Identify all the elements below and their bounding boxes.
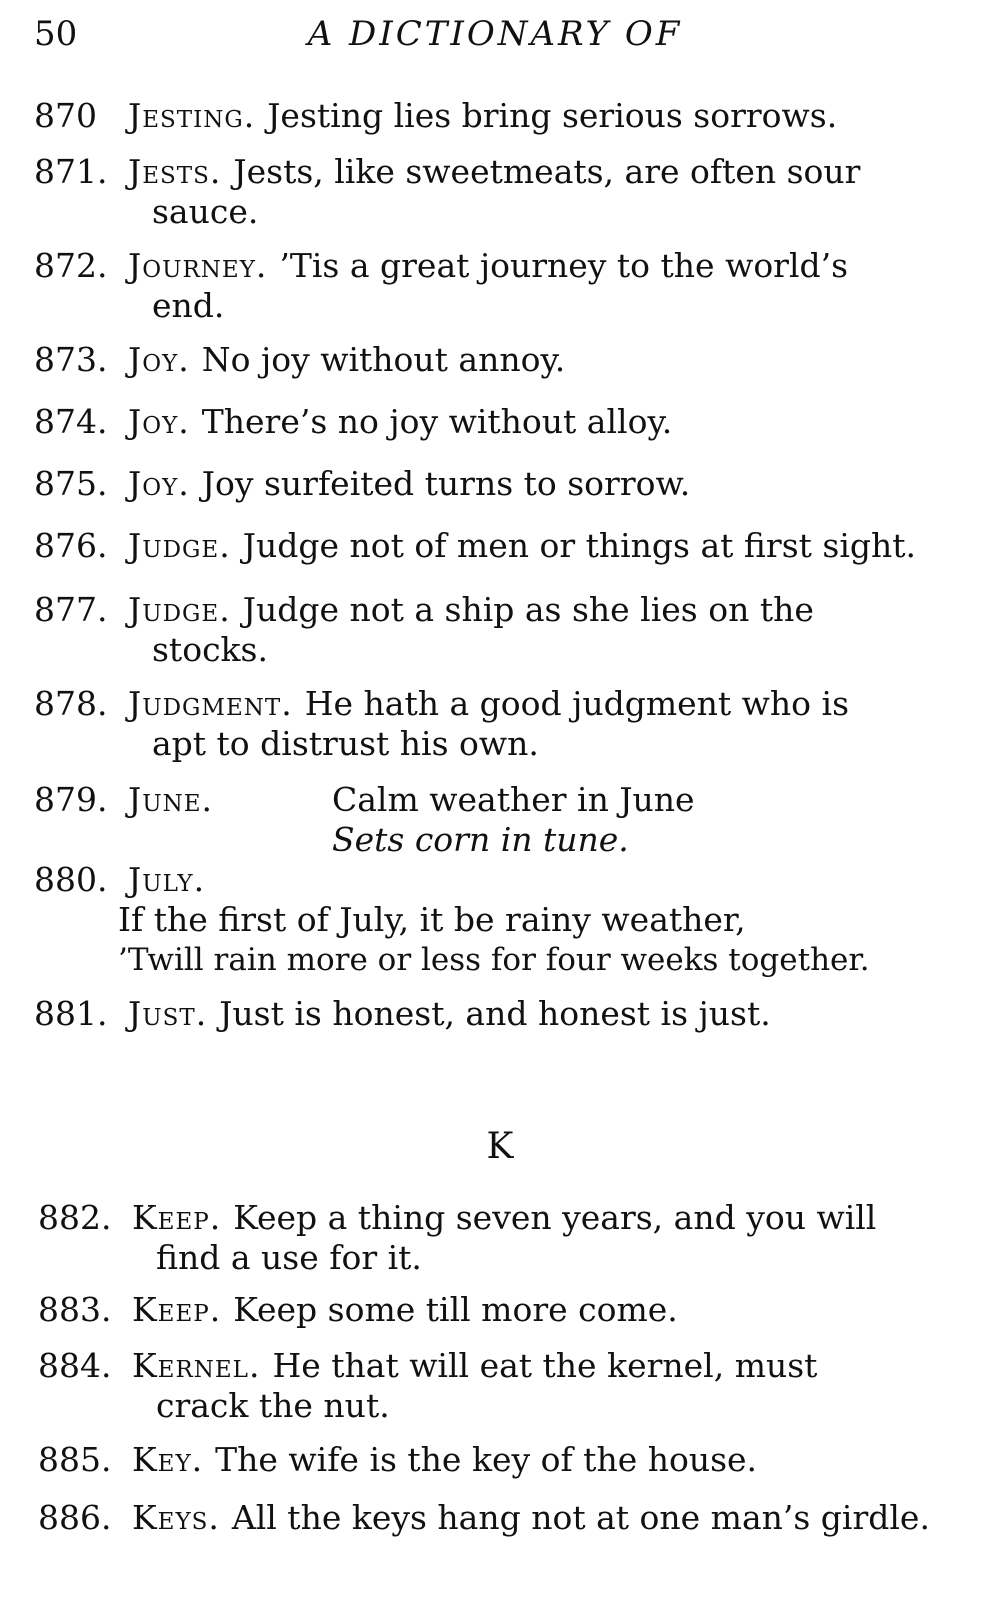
entry-keyword: Joy. — [128, 464, 190, 503]
entry-keyword: Joy. — [128, 402, 190, 441]
entry-text-continued: crack the nut. — [156, 1386, 390, 1425]
entry-text: Keep some till more come. — [233, 1290, 678, 1329]
entry-876 — [34, 526, 956, 566]
entry-text: Judge not a ship as she lies on the — [242, 590, 814, 629]
entry-text: He that will eat the kernel, must — [272, 1346, 818, 1385]
verse-879 — [332, 780, 695, 860]
entry-number: 874. — [34, 402, 108, 441]
entry-877 — [34, 590, 956, 670]
running-head — [34, 14, 956, 64]
entry-883 — [38, 1290, 960, 1330]
verse-line: ’Twill rain more or less for four weeks together. — [118, 942, 870, 978]
entry-number: 872. — [34, 246, 108, 285]
entry-text-continued: sauce. — [152, 192, 259, 231]
entry-number: 886. — [38, 1498, 112, 1537]
entry-text-continued: apt to distrust his own. — [152, 724, 539, 763]
running-title: A DICTIONARY OF — [307, 14, 683, 54]
entry-text: There’s no joy without alloy. — [201, 402, 673, 441]
entry-871 — [34, 152, 956, 232]
entry-keyword: Judge. — [128, 590, 231, 629]
entry-keyword: Jests. — [128, 152, 222, 191]
entry-875 — [34, 464, 956, 504]
entry-keyword: Keys. — [132, 1498, 220, 1537]
entry-884 — [38, 1346, 960, 1426]
entry-text: All the keys hang not at one man’s girdle. — [231, 1498, 930, 1537]
verse-880 — [118, 900, 870, 980]
entry-text: Joy surfeited turns to sorrow. — [201, 464, 691, 503]
entry-keyword: Jesting. — [128, 96, 256, 135]
entry-keyword: Just. — [128, 994, 208, 1033]
verse-line: Calm weather in June — [332, 780, 695, 819]
entry-text: Jests, like sweetmeats, are often sour — [233, 152, 861, 191]
entry-text: Keep a thing seven years, and you will — [233, 1198, 877, 1237]
entry-880 — [34, 860, 956, 900]
entry-keyword: Judgment. — [128, 684, 293, 723]
entry-keyword: Keep. — [132, 1290, 222, 1329]
entry-text: No joy without annoy. — [201, 340, 566, 379]
entry-number: 880. — [34, 860, 108, 899]
entry-text: Just is honest, and honest is just. — [219, 994, 771, 1033]
entry-text: Judge not of men or things at first sight. — [242, 526, 916, 565]
entry-keyword: Keep. — [132, 1198, 222, 1237]
page-number: 50 — [34, 14, 78, 54]
entry-886 — [38, 1498, 960, 1538]
entry-872 — [34, 246, 956, 326]
entry-keyword: Joy. — [128, 340, 190, 379]
entry-number: 879. — [34, 780, 108, 819]
entry-number: 873. — [34, 340, 108, 379]
entry-870 — [34, 96, 956, 136]
entry-878 — [34, 684, 956, 764]
entry-text-continued: end. — [152, 286, 225, 325]
entry-number: 871. — [34, 152, 108, 191]
entry-keyword: Judge. — [128, 526, 231, 565]
entry-number: 882. — [38, 1198, 112, 1237]
entry-text: The wife is the key of the house. — [215, 1440, 758, 1479]
entry-881 — [34, 994, 956, 1034]
entry-number: 881. — [34, 994, 108, 1033]
entry-text-continued: find a use for it. — [156, 1238, 422, 1277]
entry-keyword: Journey. — [128, 246, 268, 285]
entry-885 — [38, 1440, 960, 1480]
entry-text-continued: stocks. — [152, 630, 268, 669]
entry-873 — [34, 340, 956, 380]
entry-number: 875. — [34, 464, 108, 503]
entry-text: Jesting lies bring serious sorrows. — [267, 96, 838, 135]
entry-number: 885. — [38, 1440, 112, 1479]
entry-keyword: July. — [128, 860, 206, 899]
entry-keyword: June. — [128, 780, 214, 819]
verse-line: Sets corn in tune. — [332, 820, 629, 859]
entry-keyword: Key. — [132, 1440, 204, 1479]
entry-874 — [34, 402, 956, 442]
section-heading-k: K — [486, 1126, 514, 1167]
entry-number: 870 — [34, 96, 97, 135]
entry-number: 883. — [38, 1290, 112, 1329]
entry-keyword: Kernel. — [132, 1346, 261, 1385]
entry-text: He hath a good judgment who is — [304, 684, 850, 723]
entry-number: 884. — [38, 1346, 112, 1385]
entry-text: ’Tis a great journey to the world’s — [279, 246, 849, 285]
verse-line: If the first of July, it be rainy weather, — [118, 900, 746, 939]
entry-number: 877. — [34, 590, 108, 629]
entry-882 — [38, 1198, 960, 1278]
entry-number: 878. — [34, 684, 108, 723]
entry-number: 876. — [34, 526, 108, 565]
